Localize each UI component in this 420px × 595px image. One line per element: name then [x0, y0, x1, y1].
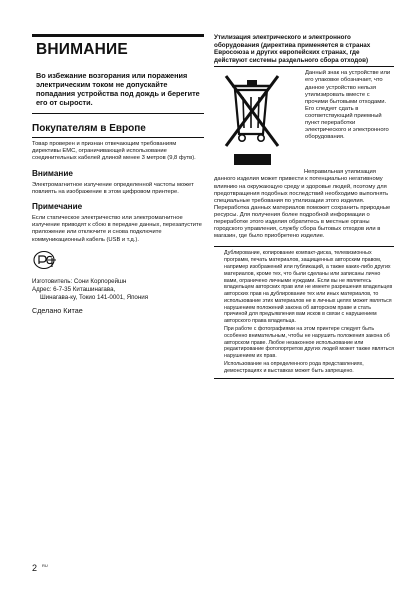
right-column	[214, 34, 394, 379]
attention-heading: Внимание	[32, 168, 73, 178]
bin-symbol-text: Данный знак на устройстве или его упаковке обозначает, что данное устройство нельзя утилизировать вместе с прочими бытовыми отходами. Его следует сдать в соответствующий приемный пункт переработки электрического и электронного оборудования.	[305, 70, 391, 141]
recycling-title: Утилизация электрического и электронного оборудования (директива применяется в странах Евросоюза и других европейских странах, где действуют системы раздельного сбора отходов)	[214, 34, 394, 67]
attention-text: Электромагнитное излучение определенной частоты может повлиять на изображение в этом цифровом принтере.	[32, 181, 194, 195]
copyright-paragraph-3: Использование на определенного рода представлениях, демонстрациях и выставках может быть запрещено.	[224, 361, 364, 374]
copyright-paragraph-2: При работе с фотографиями на этом принтере следует быть особенно внимательным, чтобы не нарушить положения закона об авторском праве. Любое незаконное использование или редактирование фотопортретов других людей может также являться нарушением их прав.	[224, 326, 394, 360]
manufacturer-line1: Изготовитель: Сони Корпорейшн	[32, 277, 127, 285]
warning-box	[32, 34, 204, 114]
certification-logo-row	[32, 250, 204, 274]
manufacturer-line3: Шинагава-ку, Токио 141-0001, Япония	[40, 293, 149, 301]
europe-heading: Покупателям в Европе	[32, 123, 204, 138]
page-number: 2	[32, 563, 38, 573]
note-heading: Примечание	[32, 202, 83, 212]
manufacturer-line2: Адрес: 6-7-35 Киташинагава,	[32, 285, 116, 293]
crossed-bin-icon	[218, 70, 288, 168]
warning-title: ВНИМАНИЕ	[36, 41, 128, 58]
left-column	[32, 34, 204, 315]
manufacturer-info	[32, 278, 204, 302]
recycling-symbol-row	[214, 70, 394, 210]
note-text: Если статическое электричество или электромагнитное излучение приводят к сбою в передаче данных, перезапустите приложение или отключите и снова подключите коммуникационный кабель (USB и т.д.).	[32, 215, 202, 243]
warning-text: Во избежание возгорания или поражения электрическим током не допускайте попадания устройства под дождь и берегите его от сырости.	[36, 71, 200, 107]
europe-text: Товар проверен и признан отвечающим требованиям директивы ЕМС, ограничивающей использование соединительных кабелей длиной менее 3 метров (9,8 футв).	[32, 141, 196, 162]
copyright-paragraph-1: Дублирование, копирование компакт-диска, телевизионных программ, печать материалов, защищенных авторским правом, например изображений или публикаций, а также каких-либо других материалов, кроме тех, что были сделаны или записаны лично вами, ограничено личными нуждами. Если вы не являетесь владельцем авторских прав или не имеете разрешения владельцев авторских прав на дублирование тех или иных материалов, то использование этих материалов не в личных целях может являться нарушением положений закона об авторском праве и стать причиной для предъявления вам исков в связи с нарушением авторского права владельца.	[224, 250, 393, 325]
recycling-text: Неправильная утилизация данного изделия может привести к потенциально негативному влиянию на окружающую среду и здоровье людей, поэтому для предотвращения подобных последствий необходимо выполнять специальные требования по утилизации этого изделия. Переработка данных материалов поможет сохранить природные ресурсы. Для получения более подробной информации о переработке этого изделия обратитесь в местные органы городского управления, службу сбора бытовых отходов или в магазин, где было приобретено изделие.	[214, 169, 391, 240]
page-language-code: RU	[42, 563, 48, 568]
pct-mark-icon	[32, 250, 60, 270]
made-in: Сделано Китае	[32, 305, 83, 315]
copyright-notice	[214, 246, 394, 378]
